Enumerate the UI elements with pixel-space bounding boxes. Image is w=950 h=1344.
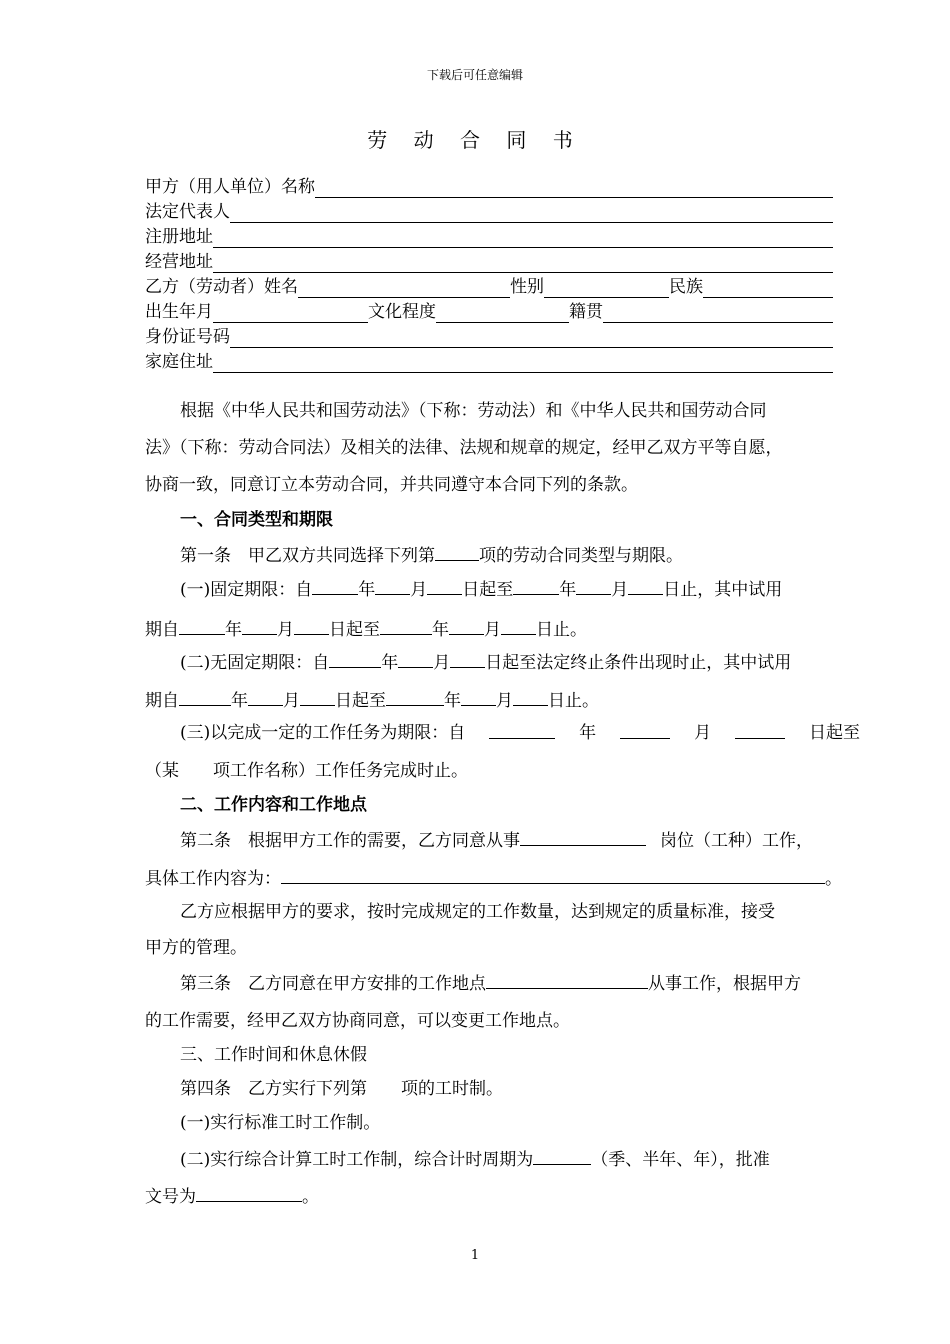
approval-doc-end: 。 bbox=[302, 1187, 319, 1207]
year-text: 年 bbox=[444, 691, 461, 711]
birth-blank[interactable] bbox=[213, 305, 368, 323]
article-2-text-b: 岗位（工种）工作， bbox=[660, 831, 813, 851]
open-start-year-blank[interactable] bbox=[329, 651, 381, 668]
comprehensive-text-a: (二)实行综合计算工时工作制，综合计时周期为 bbox=[180, 1150, 534, 1170]
intro-line-3: 协商一致，同意订立本劳动合同，并共同遵守本合同下列的条款。 bbox=[145, 475, 638, 495]
ethnicity-label: 民族 bbox=[669, 277, 703, 297]
month-text: 月 bbox=[484, 620, 501, 640]
article-2-text-c: 具体工作内容为： bbox=[145, 869, 281, 889]
open-start-day-blank[interactable] bbox=[450, 651, 485, 668]
month-text: 月 bbox=[277, 620, 294, 640]
fixed-term-label: (一)固定期限：自 bbox=[180, 580, 313, 600]
article-1-blank[interactable] bbox=[435, 544, 479, 561]
prob-end-day-blank[interactable] bbox=[501, 618, 536, 635]
prob-end-month-blank[interactable] bbox=[449, 618, 484, 635]
article-2-text-a: 第二条 根据甲方工作的需要，乙方同意从事 bbox=[180, 831, 520, 851]
requirement-line-1: 乙方应根据甲方的要求，按时完成规定的工作数量，达到规定的质量标准，接受 bbox=[180, 902, 775, 922]
employer-name-label: 甲方（用人单位）名称 bbox=[145, 177, 315, 197]
article-3-text-a: 第三条 乙方同意在甲方安排的工作地点 bbox=[180, 974, 486, 994]
year-text: 年 bbox=[432, 620, 449, 640]
fixed-term-line bbox=[145, 578, 900, 601]
year-text: 年 bbox=[358, 580, 376, 600]
year-text: 年 bbox=[231, 691, 248, 711]
task-start-day-blank[interactable] bbox=[735, 722, 785, 739]
education-blank[interactable] bbox=[436, 305, 569, 323]
probation-end-text: 日止。 bbox=[548, 691, 599, 711]
article-2-content bbox=[145, 867, 865, 890]
open-prob-start-year-blank[interactable] bbox=[179, 689, 231, 706]
gender-blank[interactable] bbox=[544, 280, 669, 298]
legal-rep-label: 法定代表人 bbox=[145, 202, 230, 222]
employer-name-blank[interactable] bbox=[315, 180, 833, 198]
biz-address-row bbox=[145, 248, 833, 273]
from-to-text: 日起至 bbox=[335, 691, 386, 711]
month-text: 月 bbox=[410, 580, 428, 600]
open-prob-end-day-blank[interactable] bbox=[513, 689, 548, 706]
open-probation-line bbox=[145, 689, 865, 712]
year-text: 年 bbox=[559, 580, 577, 600]
document-title: 劳 动 合 同 书 bbox=[367, 128, 583, 152]
fixed-end-day-blank[interactable] bbox=[628, 578, 663, 595]
section-3-heading: 三、工作时间和休息休假 bbox=[180, 1045, 367, 1065]
probation-label: 期自 bbox=[145, 691, 179, 711]
article-1 bbox=[145, 544, 900, 567]
task-start-year-blank[interactable] bbox=[489, 722, 555, 739]
probation-label: 期自 bbox=[145, 620, 179, 640]
prob-end-year-blank[interactable] bbox=[380, 618, 432, 635]
home-address-row bbox=[145, 348, 833, 373]
task-term-line-2: （某 项工作名称）工作任务完成时止。 bbox=[145, 761, 468, 781]
task-start-month-blank[interactable] bbox=[620, 722, 670, 739]
birth-label: 出生年月 bbox=[145, 302, 213, 322]
home-address-label: 家庭住址 bbox=[145, 352, 213, 372]
comprehensive-text-b: （季、半年、年），批准 bbox=[591, 1150, 770, 1170]
approval-doc-line bbox=[145, 1185, 865, 1208]
biz-address-blank[interactable] bbox=[213, 255, 833, 273]
prob-start-month-blank[interactable] bbox=[242, 618, 277, 635]
probation-end-text: 日止。 bbox=[536, 620, 587, 640]
from-to-text: 日起至 bbox=[329, 620, 380, 640]
article-1-text-b: 项的劳动合同类型与期限。 bbox=[479, 546, 683, 566]
section-1-heading: 一、合同类型和期限 bbox=[180, 510, 333, 530]
article-2 bbox=[145, 829, 900, 852]
native-place-blank[interactable] bbox=[603, 305, 833, 323]
reg-address-row bbox=[145, 223, 833, 248]
prob-start-day-blank[interactable] bbox=[294, 618, 329, 635]
open-prob-end-year-blank[interactable] bbox=[386, 689, 444, 706]
id-row bbox=[145, 323, 833, 348]
open-start-month-blank[interactable] bbox=[398, 651, 433, 668]
gender-label: 性别 bbox=[510, 277, 544, 297]
birth-row bbox=[145, 298, 833, 323]
reg-address-label: 注册地址 bbox=[145, 227, 213, 247]
fixed-end-text: 日止，其中试用 bbox=[663, 580, 783, 600]
open-term-line bbox=[145, 651, 900, 674]
approval-doc-label: 文号为 bbox=[145, 1187, 196, 1207]
fixed-end-month-blank[interactable] bbox=[576, 578, 611, 595]
month-text: 月 bbox=[611, 580, 629, 600]
intro-line-1: 根据《中华人民共和国劳动法》（下称：劳动法）和《中华人民共和国劳动合同 bbox=[180, 401, 767, 421]
job-content-blank[interactable] bbox=[281, 867, 825, 884]
article-4: 第四条 乙方实行下列第 项的工时制。 bbox=[180, 1079, 503, 1099]
section-2-heading: 二、工作内容和工作地点 bbox=[180, 795, 367, 815]
task-term-line bbox=[145, 722, 860, 744]
id-blank[interactable] bbox=[230, 330, 833, 348]
education-label: 文化程度 bbox=[368, 302, 436, 322]
month-text: 月 bbox=[694, 723, 712, 743]
employee-name-label: 乙方（劳动者）姓名 bbox=[145, 277, 298, 297]
article-2-end: 。 bbox=[825, 869, 842, 889]
fixed-end-year-blank[interactable] bbox=[513, 578, 559, 595]
home-address-blank[interactable] bbox=[213, 355, 833, 373]
article-1-text-a: 第一条 甲乙双方共同选择下列第 bbox=[180, 546, 435, 566]
employer-name-row bbox=[145, 173, 833, 198]
from-to-text: 日起至 bbox=[462, 580, 514, 600]
open-prob-start-day-blank[interactable] bbox=[300, 689, 335, 706]
legal-rep-row bbox=[145, 198, 833, 223]
download-note: 下载后可任意编辑 bbox=[426, 68, 523, 82]
fixed-probation-line bbox=[145, 618, 865, 641]
standard-hours-line: (一)实行标准工时工作制。 bbox=[180, 1113, 381, 1133]
article-3-text-b: 从事工作，根据甲方 bbox=[648, 974, 801, 994]
requirement-line-2: 甲方的管理。 bbox=[145, 938, 247, 958]
comprehensive-hours-line bbox=[145, 1148, 900, 1171]
page-number: 1 bbox=[470, 1248, 480, 1263]
id-label: 身份证号码 bbox=[145, 327, 230, 347]
article-3 bbox=[145, 972, 900, 995]
fixed-start-month-blank[interactable] bbox=[375, 578, 410, 595]
approval-doc-blank[interactable] bbox=[196, 1185, 302, 1202]
year-text: 年 bbox=[579, 723, 597, 743]
article-3-line-2: 的工作需要，经甲乙双方协商同意，可以变更工作地点。 bbox=[145, 1011, 570, 1031]
intro-line-2: 法》（下称：劳动合同法）及相关的法律、法规和规章的规定，经甲乙双方平等自愿， bbox=[145, 438, 783, 458]
native-place-label: 籍贯 bbox=[569, 302, 603, 322]
work-place-blank[interactable] bbox=[486, 972, 648, 989]
month-text: 月 bbox=[433, 653, 451, 673]
open-prob-end-month-blank[interactable] bbox=[461, 689, 496, 706]
month-text: 月 bbox=[283, 691, 300, 711]
prob-start-year-blank[interactable] bbox=[179, 618, 225, 635]
position-blank[interactable] bbox=[520, 829, 646, 846]
open-prob-start-month-blank[interactable] bbox=[248, 689, 283, 706]
fixed-start-year-blank[interactable] bbox=[312, 578, 358, 595]
year-text: 年 bbox=[381, 653, 399, 673]
biz-address-label: 经营地址 bbox=[145, 252, 213, 272]
ethnicity-blank[interactable] bbox=[703, 280, 833, 298]
month-text: 月 bbox=[496, 691, 513, 711]
employee-name-blank[interactable] bbox=[298, 280, 510, 298]
open-term-text: 日起至法定终止条件出现时止，其中试用 bbox=[485, 653, 792, 673]
task-term-label: (三)以完成一定的工作任务为期限：自 bbox=[180, 723, 466, 743]
employee-row bbox=[145, 273, 833, 298]
cycle-blank[interactable] bbox=[533, 1148, 591, 1165]
year-text: 年 bbox=[225, 620, 242, 640]
reg-address-blank[interactable] bbox=[213, 230, 833, 248]
task-from-to-text: 日起至 bbox=[808, 723, 860, 743]
fixed-start-day-blank[interactable] bbox=[427, 578, 462, 595]
open-term-label: (二)无固定期限：自 bbox=[180, 653, 330, 673]
legal-rep-blank[interactable] bbox=[230, 205, 833, 223]
